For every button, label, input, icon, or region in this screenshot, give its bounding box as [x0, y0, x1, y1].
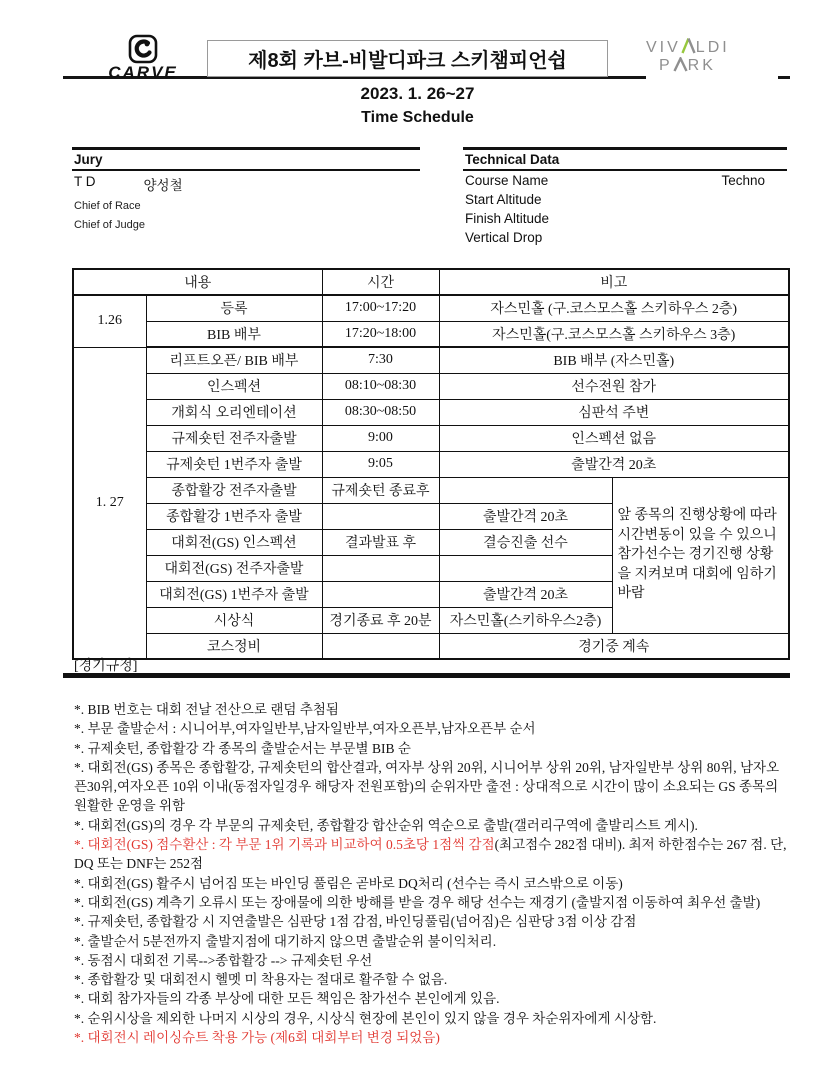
- mountain-peak-icon: [681, 37, 696, 54]
- cell-content: 대회전(GS) 1번주자 출발: [146, 581, 322, 607]
- technical-data-section: [463, 147, 787, 247]
- cell-remark: 출발간격 20초: [439, 581, 612, 607]
- cell-remark: 자스민홀(스키하우스2층): [439, 607, 612, 633]
- cell-remark: [439, 555, 612, 581]
- tech-row-vertical-drop: [463, 228, 787, 247]
- table-row: [73, 399, 789, 425]
- carve-logo: [82, 34, 204, 81]
- cell-remark: 인스펙션 없음: [439, 425, 789, 451]
- cell-remark: 자스민홀 (구.코스모스홀 스키하우스 2층): [439, 295, 789, 321]
- jury-section: [72, 147, 420, 234]
- jury-role-label: Chief of Judge: [74, 219, 145, 231]
- table-row: [73, 373, 789, 399]
- rule-text: *. 종합활강 및 대회전시 헬멧 미 착용자는 절대로 활주할 수 없음.: [74, 972, 448, 988]
- cell-time: 경기종료 후 20분: [322, 607, 439, 633]
- cell-time: 17:20~18:00: [322, 321, 439, 347]
- rules-list: [74, 700, 792, 1047]
- cell-time: 결과발표 후: [322, 529, 439, 555]
- day-label: 1. 27: [73, 347, 146, 659]
- cell-content: 인스펙션: [146, 373, 322, 399]
- rule-text: *. 동점시 대회전 기록-->종합활강 --> 규제숏턴 우선: [74, 952, 373, 968]
- cell-time: 9:05: [322, 451, 439, 477]
- page-title: 제8회 카브-비발디파크 스키챔피언쉽: [207, 40, 608, 77]
- cell-content: 종합활강 전주자출발: [146, 477, 322, 503]
- vivaldi-line1: VIV LDI: [646, 39, 730, 56]
- jury-role-value: 양성철: [143, 178, 183, 193]
- table-row: [73, 347, 789, 373]
- carve-wordmark: CARVE: [108, 63, 178, 82]
- cell-time: [322, 633, 439, 659]
- cell-content: 대회전(GS) 인스펙션: [146, 529, 322, 555]
- table-row: [73, 451, 789, 477]
- cell-time: 08:30~08:50: [322, 399, 439, 425]
- rule-text: *. 순위시상을 제외한 나머지 시상의 경우, 시상식 현장에 본인이 있지 않을 경우 차순위자에게 시상함.: [74, 1010, 657, 1026]
- event-date: 2023. 1. 26~27: [360, 84, 475, 103]
- schedule-note: 앞 종목의 진행상황에 따라 시간변동이 있을 수 있으니 참가선수는 경기진행 상황을 지켜보며 대회에 임하기 바람: [612, 477, 789, 633]
- vivaldi-line2: P RK: [659, 57, 716, 75]
- schedule-table: [72, 268, 790, 660]
- table-row: [73, 321, 789, 347]
- rule-text: *. 대회전(GS)의 경우 각 부문의 규제숏턴, 종합활강 합산순위 역순으로 출발(갤러리구역에 출발리스트 게시).: [74, 817, 698, 833]
- rule-item: [74, 951, 792, 970]
- rule-text-red: *. 대회전시 레이싱슈트 착용 가능 (제6회 대회부터 변경 되었음): [74, 1030, 440, 1046]
- jury-row-chief-of-race: [72, 196, 420, 215]
- doc-subtitle: Time Schedule: [361, 109, 474, 126]
- rule-text: *. 대회전(GS) 종목은 종합활강, 규제숏턴의 합산결과, 여자부 상위 20위, 시니어부 상위 20위, 남자일반부 상위 80위, 남자오픈30위,여자오픈 10위 이내(동점자일경우 해당자 전원포함)의 순위자만 출전 : 상대적으로 시간이 많이 소요되는 GS 종목의 원활한 운영을 위함: [74, 759, 780, 814]
- tech-value: [765, 230, 787, 245]
- tech-label: Vertical Drop: [465, 230, 543, 245]
- rule-item: [74, 1028, 792, 1047]
- vivaldi-park-logo: [646, 37, 778, 83]
- cell-remark: BIB 배부 (자스민홀): [439, 347, 789, 373]
- rule-item: [74, 912, 792, 931]
- cell-time: [322, 555, 439, 581]
- tech-label: Finish Altitude: [465, 211, 550, 226]
- cell-remark: 결승진출 선수: [439, 529, 612, 555]
- cell-content: 개회식 오리엔테이션: [146, 399, 322, 425]
- table-row: [73, 477, 789, 503]
- rule-item: [74, 816, 792, 835]
- cell-content: 코스정비: [146, 633, 322, 659]
- cell-remark: 선수전원 참가: [439, 373, 789, 399]
- cell-time: 17:00~17:20: [322, 295, 439, 321]
- tech-row-finish-altitude: [463, 209, 787, 228]
- mountain-peak-icon: [673, 57, 688, 72]
- rule-item: [74, 758, 792, 816]
- day-label: 1.26: [73, 295, 146, 347]
- rule-text: *. 규제숏턴, 종합활강 시 지연출발은 심판당 1점 감점, 바인딩풀림(넘어짐)은 심판당 3점 이상 감점: [74, 914, 637, 930]
- cell-time: 08:10~08:30: [322, 373, 439, 399]
- table-row: [73, 425, 789, 451]
- rules-divider: [63, 673, 790, 678]
- jury-role-label: Chief of Race: [74, 200, 141, 212]
- tech-value: [765, 192, 787, 207]
- rule-item: [74, 893, 792, 912]
- cell-content: 시상식: [146, 607, 322, 633]
- cell-content: 규제숏턴 전주자출발: [146, 425, 322, 451]
- cell-content: 등록: [146, 295, 322, 321]
- jury-role-label: T D: [74, 174, 96, 189]
- tech-row-course-name: [463, 171, 787, 190]
- cell-content: 규제숏턴 1번주자 출발: [146, 451, 322, 477]
- rule-item: [74, 989, 792, 1008]
- tech-value: [765, 211, 787, 226]
- rule-text-red: *. 대회전(GS) 점수환산 : 각 부문 1위 기록과 비교하여 0.5초당 1점씩 감점: [74, 837, 495, 853]
- cell-content: BIB 배부: [146, 321, 322, 347]
- rule-item: [74, 1009, 792, 1028]
- jury-heading: Jury: [72, 147, 420, 171]
- cell-content: 대회전(GS) 전주자출발: [146, 555, 322, 581]
- rule-text: *. BIB 번호는 대회 전날 전산으로 랜덤 추첨됨: [74, 702, 339, 717]
- cell-remark: 경기중 계속: [439, 633, 789, 659]
- rule-text: (최고점수 282점 대비). 최저 하한점수는 267 점. 단, DQ 또는 DNF는 252점: [74, 837, 787, 872]
- carve-logo-icon: [128, 34, 158, 64]
- cell-remark: 출발간격 20초: [439, 451, 789, 477]
- rule-item: [74, 932, 792, 951]
- cell-remark: 자스민홀(구.코스모스홀 스키하우스 3층): [439, 321, 789, 347]
- col-header-content: 내용: [73, 269, 322, 295]
- rules-heading: [경기규정]: [74, 659, 138, 674]
- table-row: [73, 295, 789, 321]
- cell-content: 종합활강 1번주자 출발: [146, 503, 322, 529]
- rule-text: *. 규제숏턴, 종합활강 각 종목의 출발순서는 부문별 BIB 순: [74, 740, 411, 756]
- cell-remark: 출발간격 20초: [439, 503, 612, 529]
- rule-text: *. 부문 출발순서 : 시니어부,여자일반부,남자일반부,여자오픈부,남자오픈부 순서: [74, 721, 536, 737]
- rule-item: [74, 835, 792, 874]
- cell-time: 규제숏턴 종료후: [322, 477, 439, 503]
- rule-item: [74, 739, 792, 758]
- cell-time: 7:30: [322, 347, 439, 373]
- jury-row-td: [72, 171, 420, 196]
- col-header-remark: 비고: [439, 269, 789, 295]
- rule-text: *. 대회전(GS) 계측기 오류시 또는 장애물에 의한 방해를 받을 경우 해당 선수는 재경기 (출발지점 이동하여 최우선 출발): [74, 894, 761, 910]
- col-header-time: 시간: [322, 269, 439, 295]
- tech-label: Start Altitude: [465, 192, 542, 207]
- cell-time: 9:00: [322, 425, 439, 451]
- rule-item: [74, 719, 792, 738]
- cell-remark: [439, 477, 612, 503]
- rule-text: *. 출발순서 5분전까지 출발지점에 대기하지 않으면 출발순위 불이익처리.: [74, 933, 497, 949]
- cell-time: [322, 503, 439, 529]
- tech-row-start-altitude: [463, 190, 787, 209]
- rule-text: *. 대회전(GS) 활주시 넘어짐 또는 바인딩 풀림은 곧바로 DQ처리 (선수는 즉시 코스밖으로 이동): [74, 875, 623, 891]
- tech-label: Course Name: [465, 173, 549, 188]
- cell-remark: 심판석 주변: [439, 399, 789, 425]
- jury-row-chief-of-judge: [72, 215, 420, 234]
- rule-text: *. 대회 참가자들의 각종 부상에 대한 모든 책임은 참가선수 본인에게 있음.: [74, 991, 500, 1007]
- rule-item: [74, 970, 792, 989]
- table-header-row: [73, 269, 789, 295]
- tech-value: Techno: [721, 173, 765, 188]
- cell-time: [322, 581, 439, 607]
- table-row: [73, 633, 789, 659]
- technical-data-heading: Technical Data: [463, 147, 787, 171]
- rule-item: [74, 700, 792, 719]
- rule-item: [74, 874, 792, 893]
- cell-content: 리프트오픈/ BIB 배부: [146, 347, 322, 373]
